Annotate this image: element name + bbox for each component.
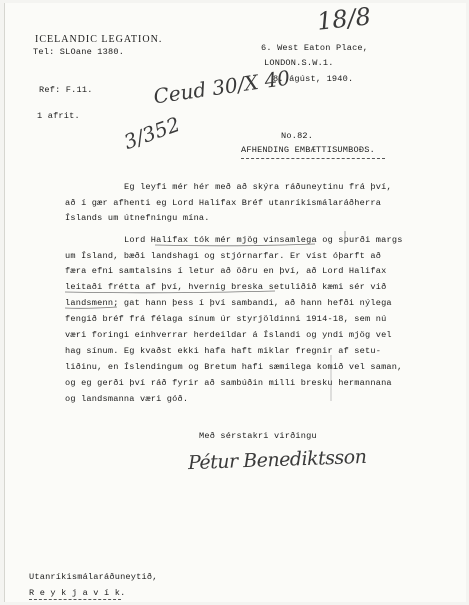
body-line: og eg gerði því ráð fyrir að sambúðin milli bresku hermannana xyxy=(65,378,392,388)
letterhead-title: ICELANDIC LEGATION. xyxy=(35,34,163,45)
body-line: um Ísland, bæði landshagi og stjórnarfar. Er víst óþarft að xyxy=(65,251,382,261)
address-street: 6. West Eaton Place, xyxy=(261,43,369,53)
body-line: Íslands um útnefningu mína. xyxy=(65,213,210,223)
body-line: væri foringi einhverrar herdeildar á Íslandi og yndi mjög vel xyxy=(65,330,392,340)
body-line: leitaði frétta af því, hvernig breska setuliðið kæmi sér við xyxy=(65,282,387,292)
address-city: LONDON.S.W.1. xyxy=(264,58,334,68)
letterhead-telephone: Tel: SLOane 1380. xyxy=(33,47,125,57)
document-number: No.82. xyxy=(281,131,314,141)
body-line: og landsmanna væri góð. xyxy=(65,394,189,404)
recipient-ministry: Utanríkismálaráðuneytið, xyxy=(29,572,158,582)
body-line: fengið bréf frá félaga sínum úr styrjöldinni 1914-18, sem nú xyxy=(65,314,387,324)
reference-number: Ref: F.11. xyxy=(39,85,93,95)
body-line: hag sínum. Eg kvaðst ekki hafa haft miklar fregnir af setu- xyxy=(65,346,382,356)
handwritten-file-number: 18/8 xyxy=(315,2,373,36)
recipient-underline xyxy=(29,599,121,600)
subject-line: AFHENDING EMBÆTTISUMBOÐS. xyxy=(241,145,375,155)
letter-date: 8. ágúst, 1940. xyxy=(273,74,354,84)
pencil-underlines xyxy=(5,3,466,602)
letter-page xyxy=(4,3,466,602)
enclosure-note: 1 afrit. xyxy=(37,111,80,121)
body-line: Lord Halifax tók mér mjög vinsamlega og spurði margs xyxy=(124,235,403,245)
closing-phrase: Með sérstakri virðingu xyxy=(199,431,317,441)
body-line: Eg leyfi mér hér með að skýra ráðuneytinu frá því, xyxy=(124,182,392,192)
body-line: að í gær afhenti eg Lord Halifax Bréf utanríkismálaráðherra xyxy=(65,198,382,208)
recipient-city: R e y k j a v í k. xyxy=(29,588,126,598)
handwritten-receipt-note: Ceud 30/X 40 xyxy=(151,65,292,109)
body-line: liðinu, en Íslendingum og Bretum hafi sæmilega komið vel saman, xyxy=(65,362,403,372)
body-line: færa efni samtalsins í letur að öðru en því, að Lord Halifax xyxy=(65,266,387,276)
handwritten-signature: Pétur Benediktsson xyxy=(187,445,367,475)
handwritten-archive-number: 3/352 xyxy=(120,111,184,155)
body-line: landsmenn; gat hann þess í því sambandi, að hann hefði nýlega xyxy=(65,298,392,308)
